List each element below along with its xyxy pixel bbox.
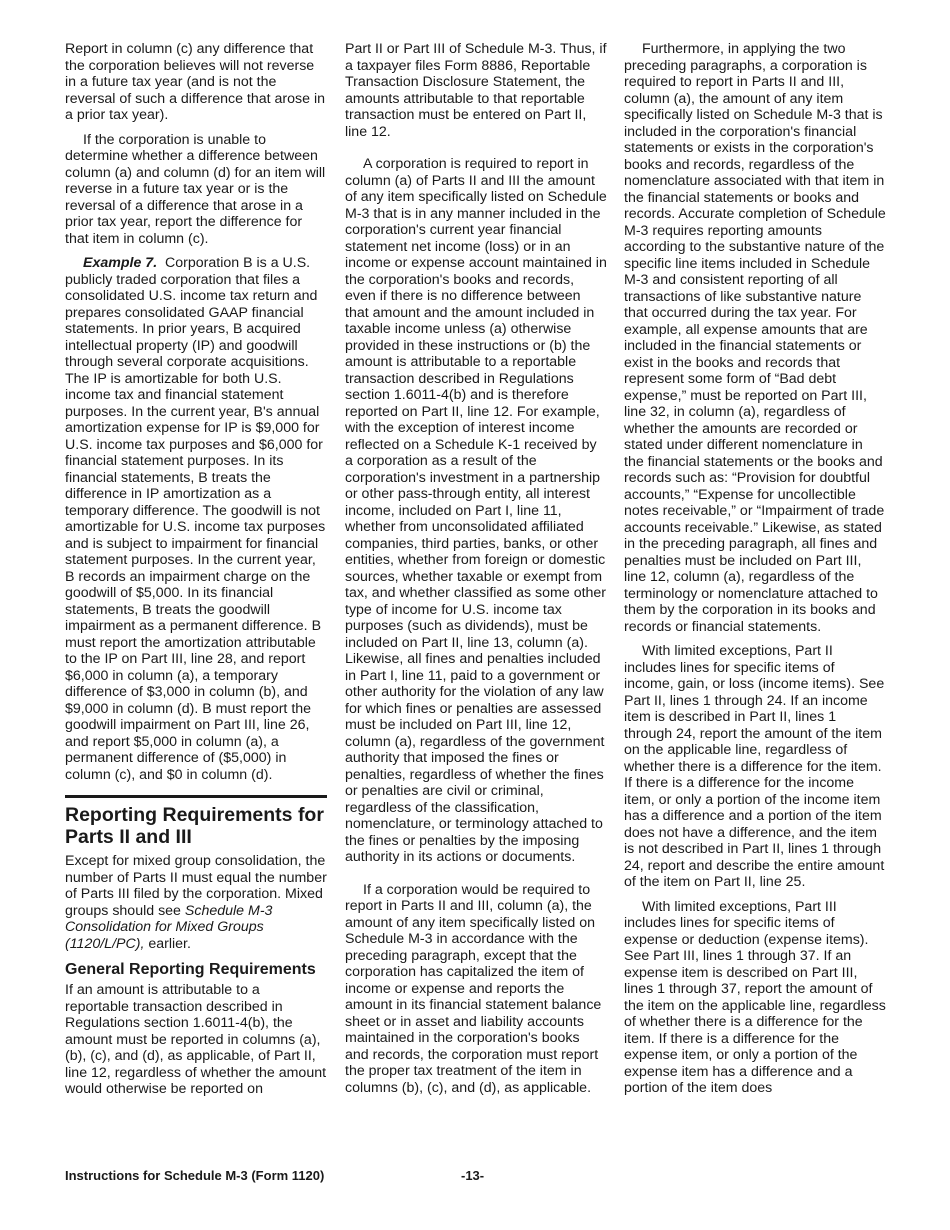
section-divider xyxy=(65,795,327,798)
column-middle xyxy=(345,41,607,1104)
subsection-heading: General Reporting Requirements xyxy=(65,961,316,978)
paragraph-income-items: With limited exceptions, Part II includes lines for specific items of income, gain, or loss (income items). See Part II, lines 1 through 24. If an income item is described in Part II, lines 1 through 24, report the amount of the item on the applicable line, regardless of whether there is a difference for the item. If there is a difference for the income item, or only a portion of the income item has a difference and a portion of the item does not have a difference, and the item is not described in Part II, lines 1 through 24, report and describe the entire amount of the item on Part II, line 25. xyxy=(624,643,885,890)
paragraph-part-ii-iii: Part II or Part III of Schedule M-3. Thus, if a taxpayer files Form 8886, Reportable Transaction Disclosure Statement, the amounts attributable to that reportable transaction must be entered on Part II, line 12. xyxy=(345,41,607,140)
paragraph-expense-items: With limited exceptions, Part III includes lines for specific items of expense or deduction (expense items). See Part III, lines 1 through 37. If an expense item is described on Part III, lines 1 through 37, report the amount of the item on the applicable line, regardless of whether there is a difference for the item. If there is a difference for the expense item, or only a portion of the expense item has a difference and a portion of the item does xyxy=(624,898,886,1096)
paragraph-unable-determine: If the corporation is unable to determine whether a difference between column (a) and column (d) for an item will reverse in a future tax year or is the reversal of a difference that arose in a prior tax year, report the difference for that item in column (c). xyxy=(65,131,326,247)
paragraph-general-requirements: If an amount is attributable to a reportable transaction described in Regulations section 1.6011-4(b), the amount must be reported in columns (a), (b), (c), and (d), as applicable, of Part II, line 12, regardless of whether the amount would otherwise be reported on xyxy=(65,982,327,1097)
req-link: Schedule M-3 Consolidation for Mixed Groups (1120/L/PC), xyxy=(65,902,273,952)
section-heading: Reporting Requirements for Parts II and III xyxy=(65,804,324,848)
paragraph-furthermore: Furthermore, in applying the two preceding paragraphs, a corporation is required to report in Parts II and III, column (a), the amount of any item specifically listed on Schedule M-3 that is included in the corporation's financial statements or exists in the corporation's books and records, regardless of the nomenclature associated with that item in the financial statements or books and records. Accurate completion of Schedule M-3 requires reporting amounts according to the substantive nature of the specific line items included in Schedule M-3 and consistent reporting of all transactions of like substantive nature that occurred during the tax year. For example, all expense amounts that are included in the financial statements or exist in the books and records that represent some form of “Bad debt expense,” must be reported on Part III, line 32, in column (a), regardless of whether the amounts are recorded or stated under different nomenclature in the financial statements or the books and records such as: “Provision for doubtful accounts,” “Expense for uncollectible notes receivable,” or “Impairment of trade accounts receivable.” Likewise, as stated in the preceding paragraph, all fines and penalties must be included on Part III, line 12, column (a), regardless of the terminology or nomenclature attached to them by the corporation in its books and records or financial statements. xyxy=(624,41,886,635)
req-text-2: earlier. xyxy=(148,935,191,952)
paragraph-example-7 xyxy=(65,255,327,783)
paragraph-column-c: Report in column (c) any difference that the corporation believes will not reverse in a future tax year (and is not the reversal of such a difference that arose in a prior tax year). xyxy=(65,41,325,123)
footer-title: Instructions for Schedule M-3 (Form 1120) xyxy=(65,1168,325,1183)
req-text-1: Except for mixed group consolidation, the number of Parts II must equal the number of Parts III filed by the corporation. Mixed groups should see xyxy=(65,853,327,919)
paragraph-requirements xyxy=(65,853,327,952)
paragraph-capitalized-items: If a corporation would be required to report in Parts II and III, column (a), the amount of any item specifically listed on Schedule M-3 in accordance with the preceding paragraph, except that the corporation has capitalized the item of income or expense and reports the amount in its financial statement balance sheet or in asset and liability accounts maintained in the corporation's books and records, the corporation must report the proper tax treatment of the item in columns (b), (c), and (d), as applicable. xyxy=(345,881,602,1096)
example-label: Example 7. xyxy=(83,255,158,271)
example-text: Corporation B is a U.S. publicly traded corporation that files a consolidated U.S. income tax return and prepares consolidated GAAP financial statements. In prior years, B acquired intellectual property (IP) and goodwill through several corporate acquisitions. The IP is amortizable for both U.S. income tax and financial statement purposes. In the current year, B's annual amortization expense for IP is $9,000 for U.S. income tax purposes and $6,000 for financial statement purposes. In its financial statements, B treats the difference in IP amortization as a temporary difference. The goodwill is not amortizable for U.S. income tax purposes and is subject to impairment for financial statement purposes. In the current year, B records an impairment charge on the goodwill of $5,000. In its financial statements, B treats the goodwill impairment as a permanent difference. B must report the amortization attributable to the IP on Part III, line 28, and report $6,000 in column (a), a temporary difference of $3,000 in column (b), and $9,000 in column (d). B must report the goodwill impairment on Part III, line 26, and report $5,000 in column (a), a permanent difference of ($5,000) in column (c), and $0 in column (d). xyxy=(65,255,326,783)
column-left xyxy=(65,41,327,1106)
page-number: -13- xyxy=(461,1168,485,1183)
column-right xyxy=(624,41,886,1105)
paragraph-column-a-requirement: A corporation is required to report in column (a) of Parts II and III the amount of any item specifically listed on Schedule M-3 that is in any manner included in the corporation's current year financial statement net income (loss) or in an income or expense account maintained in the corporation's books and records, even if there is no difference between that amount and the amount included in taxable income unless (a) otherwise provided in these instructions or (b) the amount is attributable to a reportable transaction described in Regulations section 1.6011-4(b) and is therefore reported on Part II, line 12. For example, with the exception of interest income reflected on a Schedule K-1 received by a corporation as a result of the corporation's investment in a partnership or other pass-through entity, all interest income, included on Part I, line 11, whether from unconsolidated affiliated companies, third parties, banks, or other entities, whether from foreign or domestic sources, whether taxable or exempt from tax, and whether classified as some other type of income for U.S. income tax purposes (such as dividends), must be included on Part II, line 13, column (a). Likewise, all fines and penalties included in Part I, line 11, paid to a government or other authority for the violation of any law for which fines or penalties are assessed must be included on Part III, line 12, column (a), regardless of the government authority that imposed the fines or penalties, regardless of whether the fines or penalties are civil or criminal, regardless of the classification, nomenclature, or terminology attached to the fines or penalties by the imposing authority in its actions or documents. xyxy=(345,156,607,865)
